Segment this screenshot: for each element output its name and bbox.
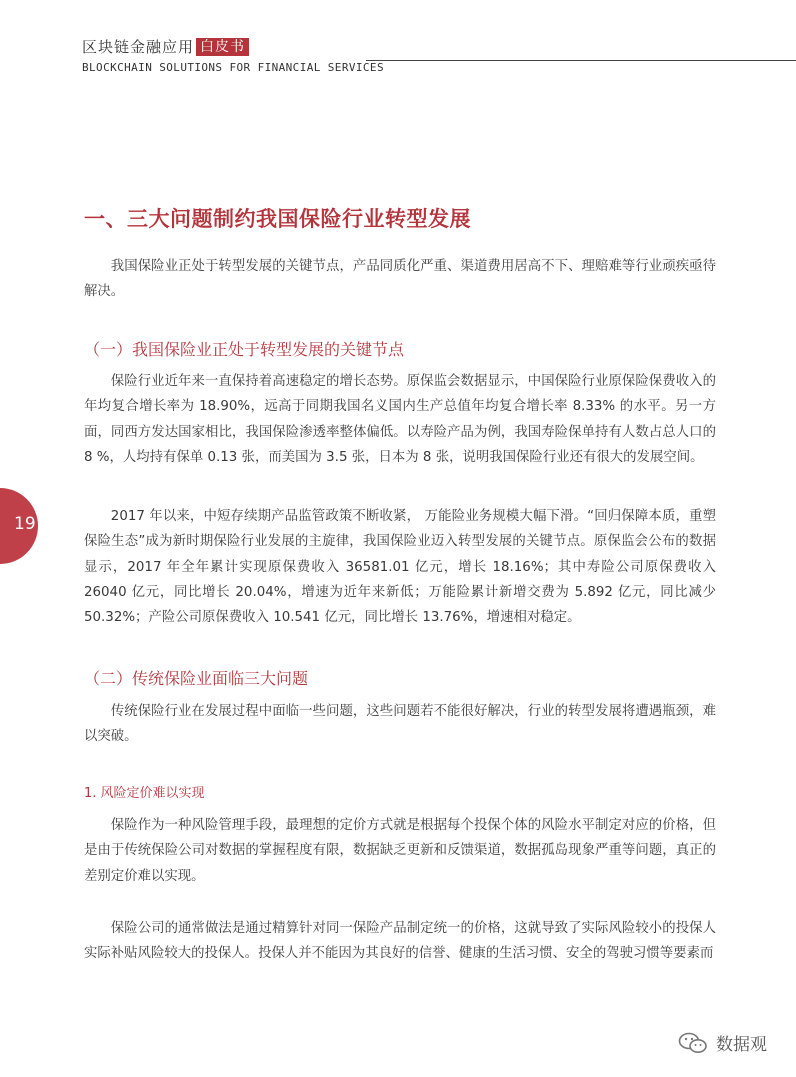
watermark bbox=[678, 1030, 767, 1055]
section-heading: 一、三大问题制约我国保险行业转型发展 bbox=[84, 207, 471, 231]
header-title: 区块链金融应用 bbox=[82, 38, 195, 56]
page-number: 19 bbox=[14, 514, 36, 534]
item-1-heading: 1. 风险定价难以实现 bbox=[84, 786, 205, 801]
subsection-1-heading: （一）我国保险业正处于转型发展的关键节点 bbox=[84, 340, 405, 359]
page-header bbox=[82, 36, 384, 74]
item-1-paragraph-1: 保险作为一种风险管理手段，最理想的定价方式就是根据每个投保个体的风险水平制定对应的价格，但是由于传统保险公司对数据的掌握程度有限，数据缺乏更新和反馈渠道，数据孤岛现象严重等问题，真正的差别定价难以实现。 bbox=[84, 818, 716, 884]
item-1-paragraph-2: 保险公司的通常做法是通过精算针对同一保险产品制定统一的价格，这就导致了实际风险较小的投保人实际补贴风险较大的投保人。投保人并不能因为其良好的信誉、健康的生活习惯、安全的驾驶习惯等要素而 bbox=[84, 921, 716, 962]
subsection-2-paragraph-1: 传统保险行业在发展过程中面临一些问题，这些问题若不能很好解决，行业的转型发展将遭遇瓶颈，难以突破。 bbox=[84, 704, 716, 745]
whitepaper-badge: 白皮书 bbox=[196, 38, 249, 56]
wechat-icon bbox=[678, 1032, 708, 1054]
header-subtitle: BLOCKCHAIN SOLUTIONS FOR FINANCIAL SERVICES bbox=[82, 61, 384, 74]
subsection-1-paragraph-2: 2017 年以来，中短存续期产品监管政策不断收紧， 万能险业务规模大幅下滑。“回归保障本质，重塑保险生态”成为新时期保险行业发展的主旋律，我国保险业迈入转型发展的关键节点。原保监会公布的数据显示，2017 年全年累计实现原保费收入 36581.01 亿元，增长 18.16%；其中寿险公司原保费收入 26040 亿元，同比增长 20.04%，增速为近年来新低；万能险累计新增交费为 5.892 亿元，同比减少 50.32%；产险公司原保费收入 10.541 亿元，同比增长 13.76%，增速相对稳定。 bbox=[84, 509, 716, 626]
watermark-text: 数据观 bbox=[716, 1035, 767, 1055]
header-title-row bbox=[82, 36, 384, 57]
header-divider bbox=[366, 60, 796, 61]
subsection-2-heading: （二）传统保险业面临三大问题 bbox=[84, 669, 309, 688]
section-intro: 我国保险业正处于转型发展的关键节点，产品同质化严重、渠道费用居高不下、理赔难等行业顽疾亟待解决。 bbox=[84, 259, 716, 300]
subsection-1-paragraph-1: 保险行业近年来一直保持着高速稳定的增长态势。原保监会数据显示，中国保险行业原保险保费收入的年均复合增长率为 18.90%，远高于同期我国名义国内生产总值年均复合增长率 8.33% 的水平。另一方面，同西方发达国家相比，我国保险渗透率整体偏低。以寿险产品为例，我国寿险保单持有人数占总人口的 8 %，人均持有保单 0.13 张，而美国为 3.5 张，日本为 8 张，说明我国保险行业还有很大的发展空间。 bbox=[84, 374, 716, 465]
